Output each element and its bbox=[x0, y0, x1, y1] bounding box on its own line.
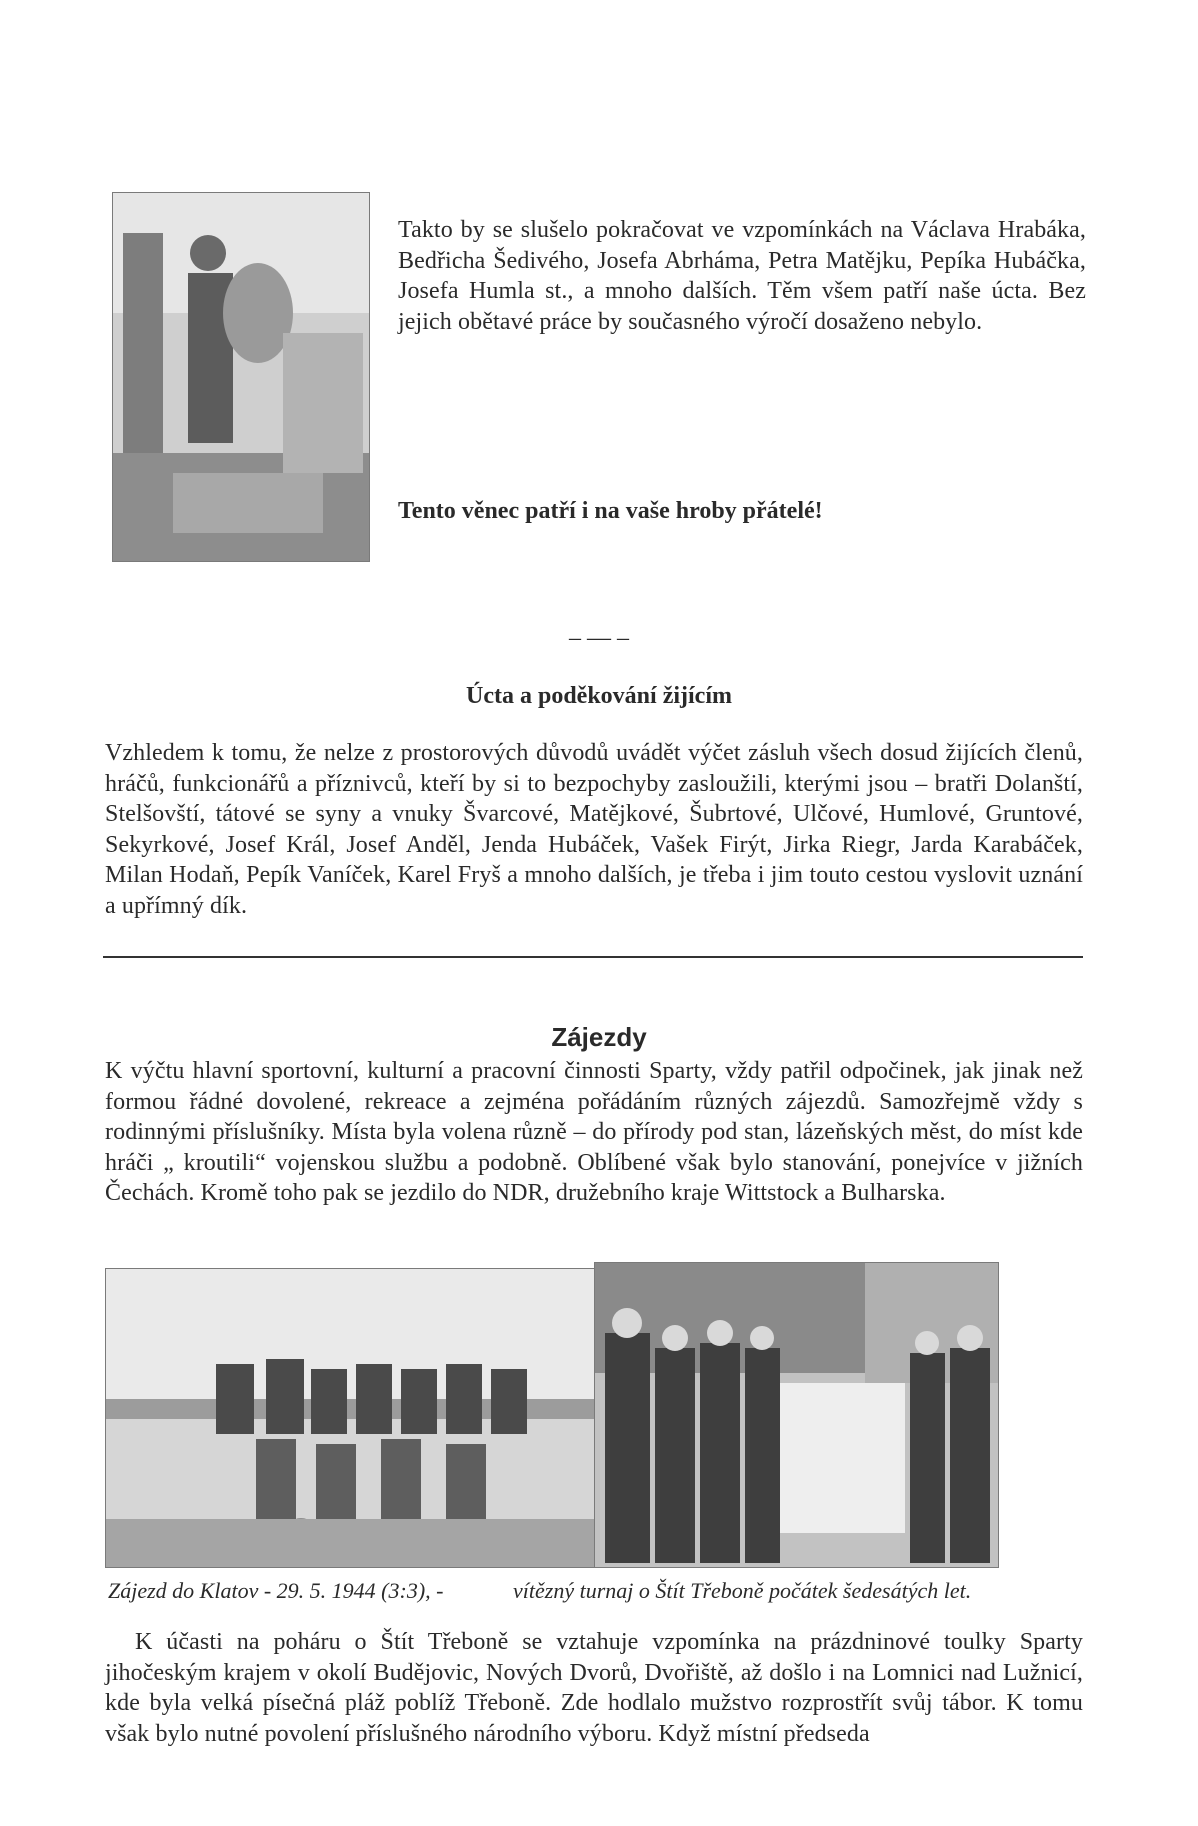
team-photo-trebon bbox=[594, 1262, 999, 1568]
grave-wreath-photo bbox=[112, 192, 370, 562]
team-photo-klatovy bbox=[105, 1268, 597, 1568]
trips-paragraph: K výčtu hlavní sportovní, kulturní a pracovní činnosti Sparty, vždy patřil odpočinek, jak jinak než formou řádné dovolené, rekreace a zejména pořádáním různých zájezdů. Samozřejmě vždy s rodinnými příslušníky. Místa byla volena různě – do přírody pod stan, lázeňských měst, do míst kde hráči „ kroutili“ vojenskou službu a podobně. Oblíbené však bylo stanování, ponejvíce v jižních Čechách. Kromě toho pak se jezdilo do NDR, družebního kraje Wittstock a Bulharska. bbox=[105, 1058, 1083, 1206]
section-title-trips: Zájezdy bbox=[551, 1022, 647, 1052]
trebon-paragraph: K účasti na poháru o Štít Třeboně se vztahuje vzpomínka na prázdninové toulky Sparty jihočeským krajem v okolí Budějovic, Nových Dvorů, Dvořiště, až došlo i na Lomnici nad Lužnicí, kde byla velká písečná pláž poblíž Třeboně. Zde hodlalo mužstvo rozprostřít svůj tábor. K tomu však bylo nutné povolení příslušného národního výboru. Když místní předseda bbox=[105, 1629, 1083, 1747]
thanks-paragraph: Vzhledem k tomu, že nelze z prostorových důvodů uvádět výčet zásluh všech dosud žijících členů, hráčů, funkcionářů a příznivců, kteří by si to bezpochyby zasloužili, kterými jsou – bratři Dolanští, Stelšovští, tátové se syny a vnuky Švarcové, Matějkové, Šubrtové, Ulčové, Humlové, Gruntové, Sekyrkové, Josef Král, Josef Anděl, Jenda Hubáček, Vašek Firýt, Jirka Riegr, Jarda Karabáček, Milan Hodaň, Pepík Vaníček, Karel Fryš a mnoho dalších, je třeba i jim touto cestou vyslovit uznání a upřímný dík. bbox=[105, 740, 1083, 919]
wreath-line: Tento věnec patří i na vaše hroby přátelé! bbox=[398, 498, 823, 524]
separator: – — – bbox=[569, 625, 629, 651]
photo-caption-right: vítězný turnaj o Štít Třeboně počátek šedesátých let. bbox=[513, 1578, 972, 1603]
section-divider bbox=[103, 956, 1083, 958]
section-title-thanks: Úcta a poděkování žijícím bbox=[466, 683, 732, 709]
memorial-paragraph: Takto by se slušelo pokračovat ve vzpomínkách na Václava Hrabáka, Bedřicha Šedivého, Josefa Abrháma, Petra Matějku, Pepíka Hubáčka, Josefa Humla st., a mnoho dalších. Těm všem patří naše úcta. Bez jejich obětavé práce by současného výročí dosaženo nebylo. bbox=[398, 217, 1086, 335]
photo-caption-left: Zájezd do Klatov - 29. 5. 1944 (3:3), - bbox=[108, 1578, 444, 1603]
